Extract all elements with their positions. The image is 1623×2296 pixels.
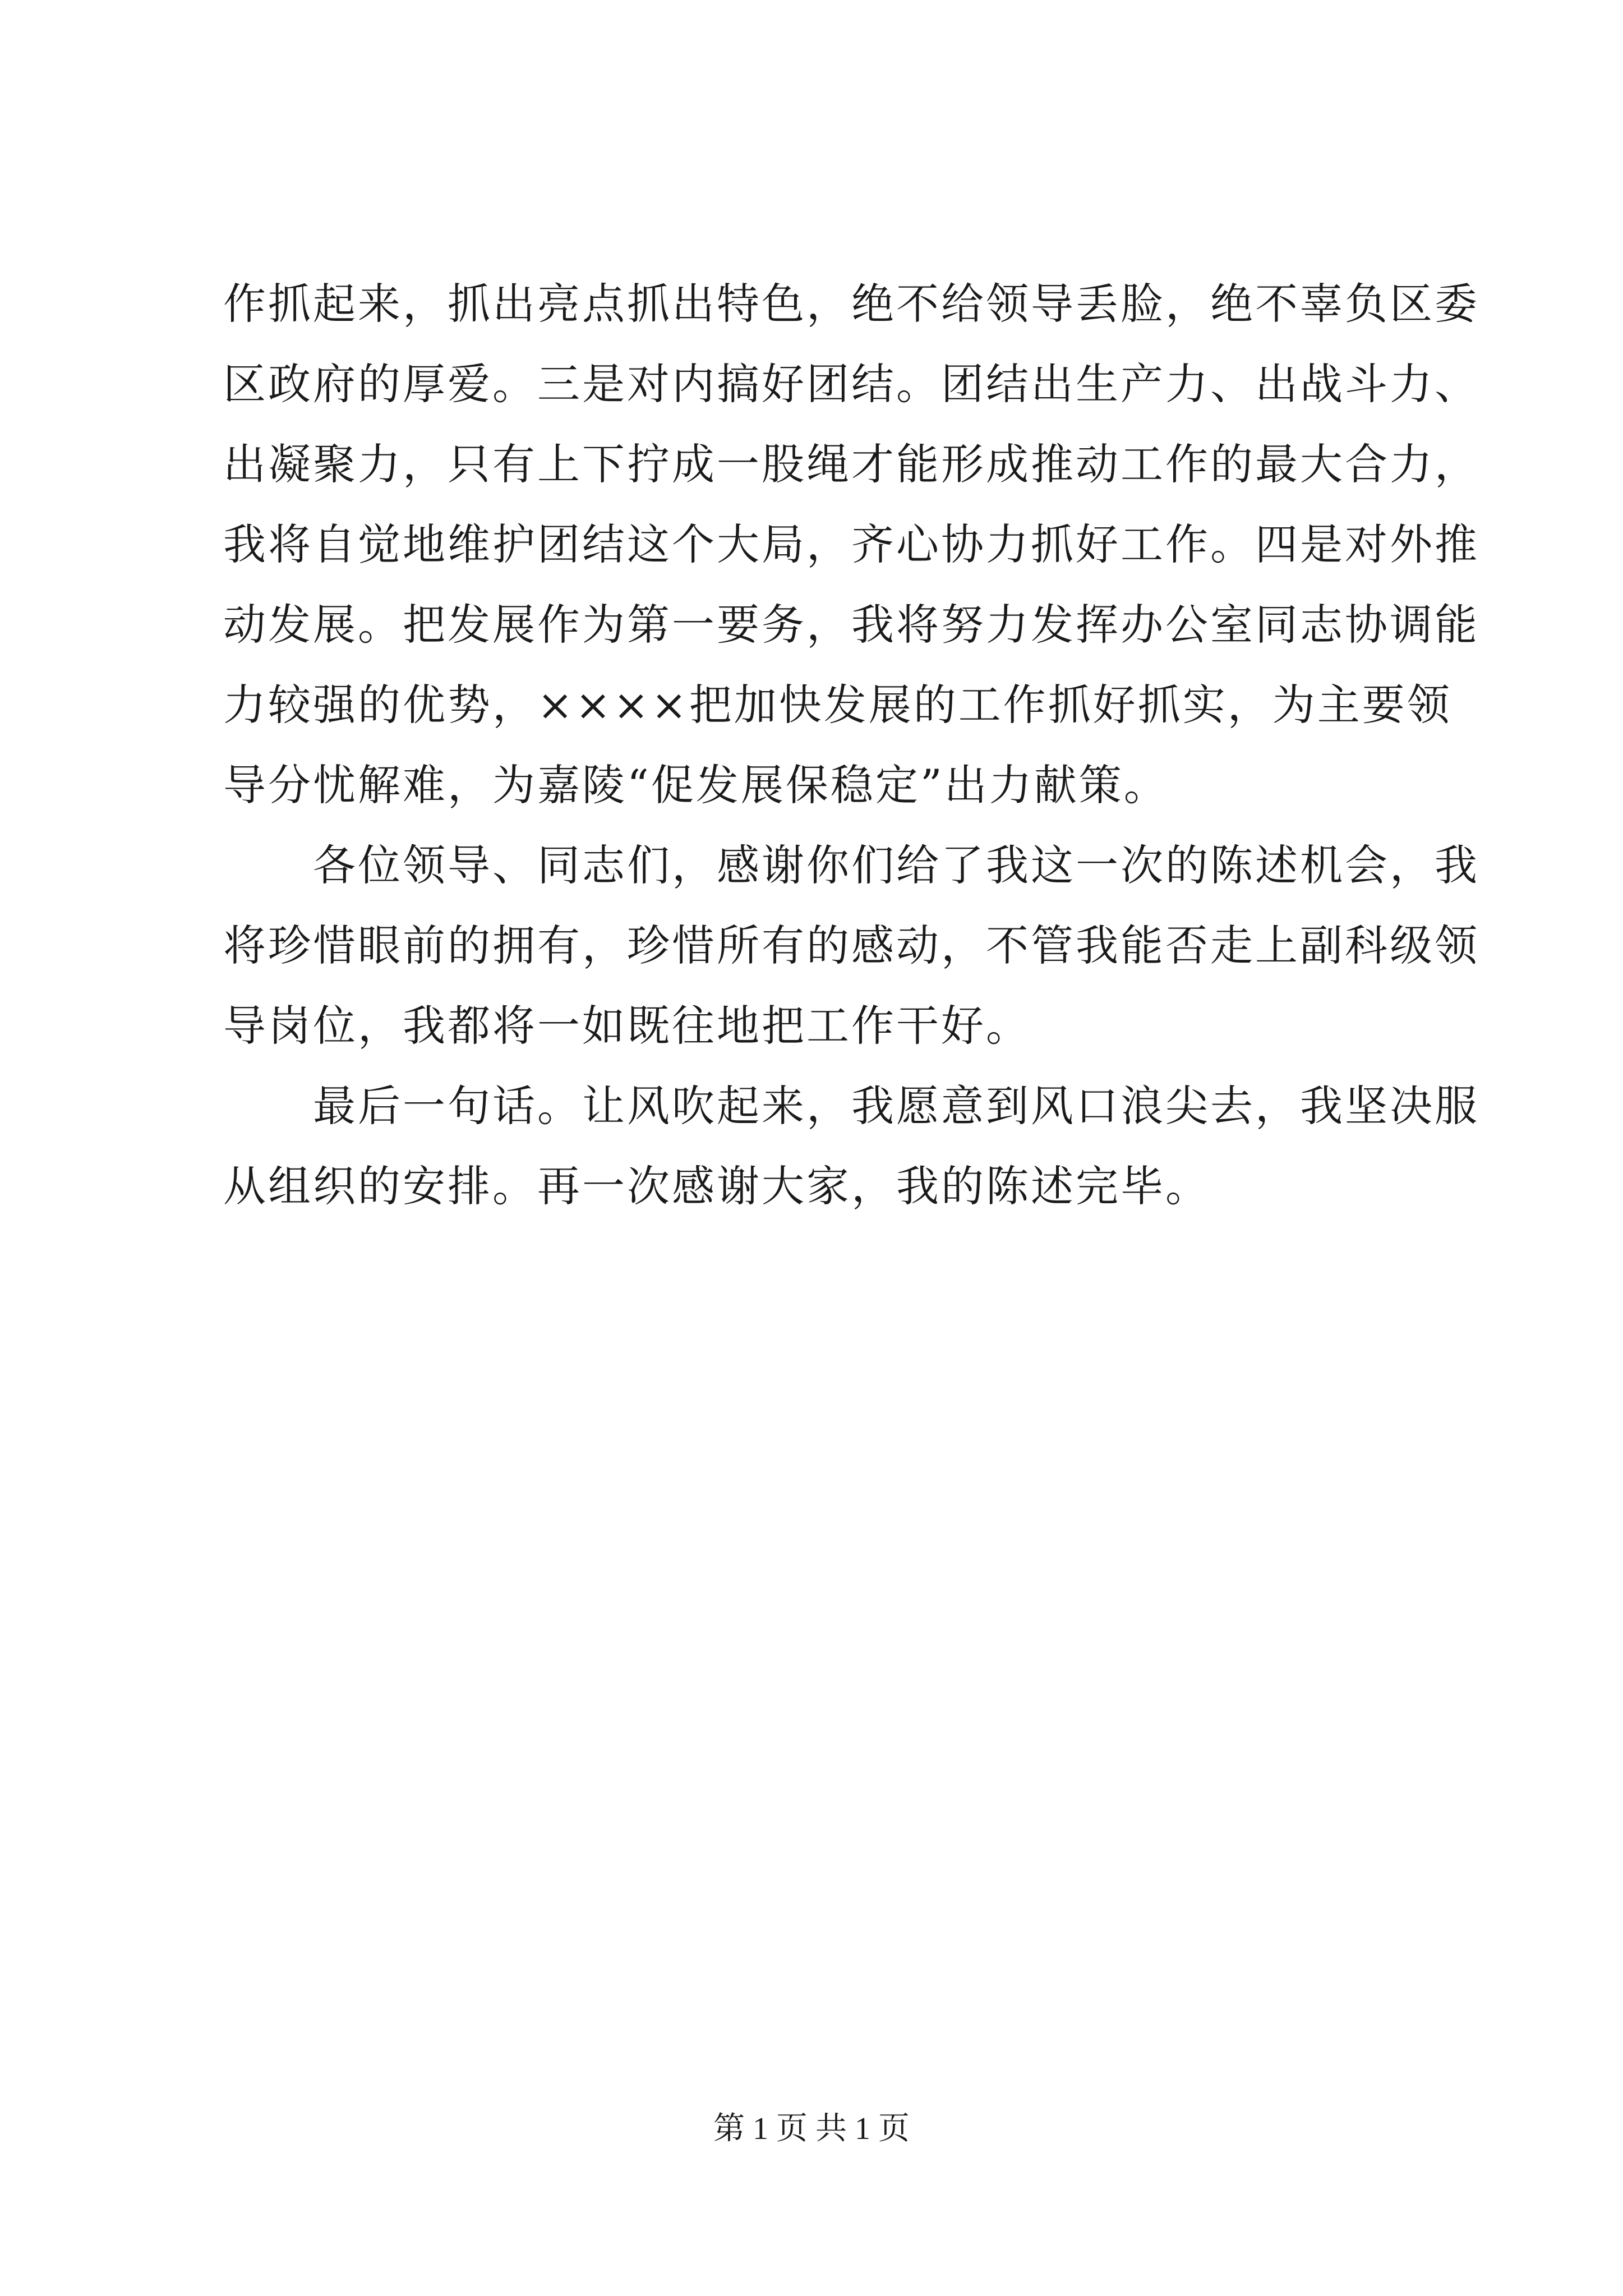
page-number-label: 第 1 页 共 1 页 bbox=[713, 2111, 910, 2146]
page-footer bbox=[0, 2109, 1623, 2148]
text-line: 我将自觉地维护团结这个大局，齐心协力抓好工作。四是对外推 bbox=[223, 519, 1479, 569]
body-text bbox=[223, 264, 1479, 1226]
text-line: 最后一句话。让风吹起来，我愿意到风口浪尖去，我坚决服 bbox=[223, 1081, 1479, 1131]
text-line: 从组织的安排。再一次感谢大家，我的陈述完毕。 bbox=[223, 1161, 1210, 1211]
text-line: 区政府的厚爱。三是对内搞好团结。团结出生产力、出战斗力、 bbox=[223, 359, 1479, 409]
text-line: 作抓起来，抓出亮点抓出特色，绝不给领导丢脸，绝不辜负区委 bbox=[223, 279, 1479, 329]
paragraph-2 bbox=[223, 825, 1479, 1066]
text-line: 力较强的优势，××××把加快发展的工作抓好抓实，为主要领 bbox=[223, 680, 1452, 730]
paragraph-3 bbox=[223, 1066, 1479, 1226]
text-line: 各位领导、同志们，感谢你们给了我这一次的陈述机会，我 bbox=[223, 840, 1479, 890]
text-line: 导分忧解难，为嘉陵“促发展保稳定”出力献策。 bbox=[223, 760, 1169, 810]
text-line: 导岗位，我都将一如既往地把工作干好。 bbox=[223, 1001, 1031, 1051]
text-line: 动发展。把发展作为第一要务，我将努力发挥办公室同志协调能 bbox=[223, 600, 1479, 650]
text-line: 出凝聚力，只有上下拧成一股绳才能形成推动工作的最大合力， bbox=[223, 439, 1479, 489]
paragraph-1 bbox=[223, 264, 1479, 825]
text-line: 将珍惜眼前的拥有，珍惜所有的感动，不管我能否走上副科级领 bbox=[223, 921, 1479, 970]
